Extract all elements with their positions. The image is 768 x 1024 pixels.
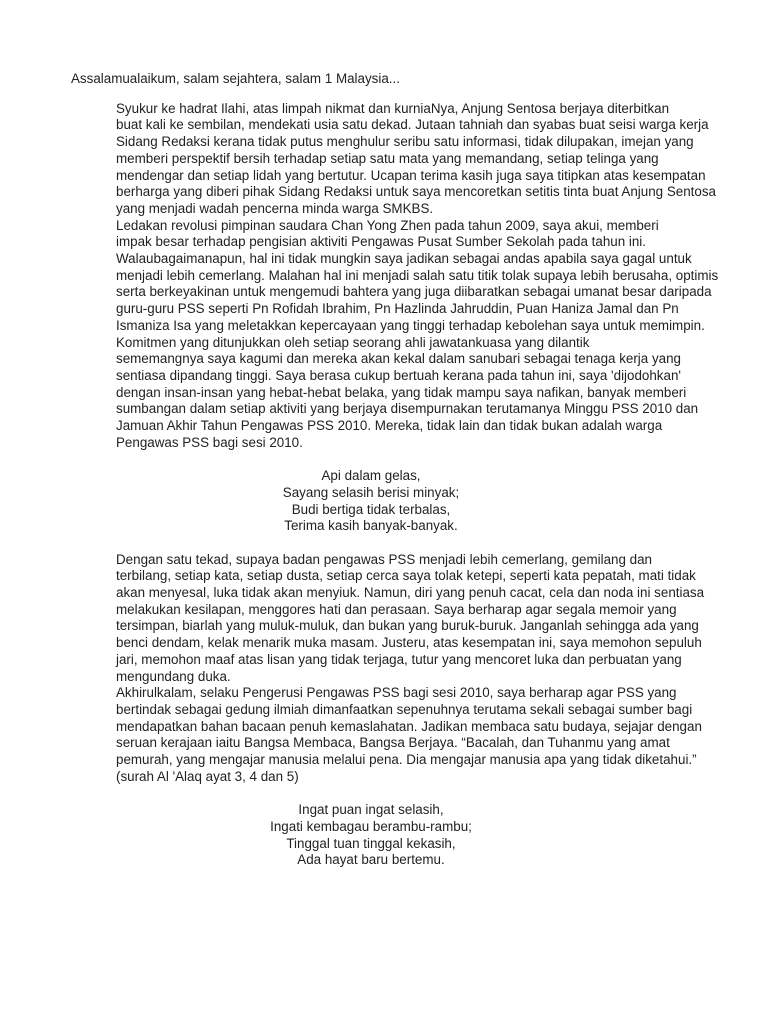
text-line: pemurah, yang mengajar manusia melalui pena. Dia mengajar manusia apa yang tidak diketahui.” (116, 752, 697, 768)
text-line: Sidang Redaksi kerana tidak putus menghulur seribu satu informasi, tidak dilupakan, imejan yang (116, 134, 694, 150)
text-line: Syukur ke hadrat Ilahi, atas limpah nikmat dan kurniaNya, Anjung Sentosa berjaya diterbitkan (116, 100, 670, 116)
text-line: sumbangan dalam setiap aktiviti yang berjaya disempurnakan terutamanya Minggu PSS 2010 dan (116, 401, 699, 417)
pantun-line: Terima kasih banyak-banyak. (284, 518, 458, 534)
text-line: dengan insan-insan yang hebat-hebat belaka, yang tidak mampu saya nafikan, banyak memberi (116, 384, 687, 400)
pantun-line: Tinggal tuan tinggal kekasih, (286, 835, 456, 851)
text-line: serta berkeyakinan untuk mengemudi bahtera yang juga diibaratkan sebagai umanat besar daripada (116, 284, 712, 300)
text-line: sememangnya saya kagumi dan mereka akan kekal dalam sanubari sebagai tenaga kerja yang (116, 351, 681, 367)
letter-body (71, 71, 719, 869)
paragraph-closing (71, 685, 703, 785)
text-line: memberi perspektif bersih terhadap setiap satu mata yang memandang, setiap telinga yang (116, 150, 659, 166)
pantun-farewell (71, 802, 671, 869)
text-line: buat kali ke sembilan, mendekati usia satu dekad. Jutaan tahniah dan syabas buat seisi warga kerja (116, 117, 709, 133)
paragraph-thanks (71, 100, 716, 218)
text-line: akan menyesal, luka tidak akan menyiuk. Namun, diri yang penuh cacat, cela dan noda ini sentiasa (116, 585, 705, 601)
text-line: Pengawas PSS bagi sesi 2010. (116, 434, 303, 450)
text-line: Ismaniza Isa yang meletakkan kepercayaan yang tinggi terhadap kebolehan saya untuk memimpin. (116, 317, 705, 333)
text-line: bertindak sebagai gedung ilmiah dimanfaatkan sepenuhnya terutama sekali sebagai sumber bagi (116, 701, 693, 717)
text-line: terbilang, setiap kata, setiap dusta, setiap cerca saya tolak ketepi, seperti kata pepatah, mati tidak (116, 568, 696, 584)
text-line: Akhirulkalam, selaku Pengerusi Pengawas PSS bagi sesi 2010, saya berharap agar PSS yang (116, 685, 677, 701)
pantun-line: Ada hayat baru bertemu. (297, 852, 445, 868)
text-line: yang menjadi wadah pencerna minda warga SMKBS. (116, 200, 434, 216)
text-line: mendengar dan setiap lidah yang bertutur. Ucapan terima kasih juga saya titipkan atas kesempatan (116, 167, 706, 183)
text-line: mendapatkan bahan bacaan penuh kemaslahatan. Jadikan membaca satu budaya, sejajar dengan (116, 718, 702, 734)
pantun-line: Ingat puan ingat selasih, (298, 802, 444, 818)
text-line: Ledakan revolusi pimpinan saudara Chan Yong Zhen pada tahun 2009, saya akui, memberi (116, 217, 659, 233)
spacer (71, 786, 703, 803)
paragraph-commitment (71, 335, 703, 452)
text-line: Walaubagaimanapun, hal ini tidak mungkin saya jadikan sebagai andas apabila saya gagal untuk (116, 251, 692, 267)
pantun-line: Sayang selasih berisi minyak; (282, 484, 460, 500)
text-line: Dengan satu tekad, supaya badan pengawas PSS menjadi lebih cemerlang, gemilang dan (116, 551, 652, 567)
text-line: seruan kerajaan iaitu Bangsa Membaca, Bangsa Berjaya. “Bacalah, dan Tuhanmu yang amat (116, 735, 670, 751)
pantun-line: Budi bertiga tidak terbalas, (291, 501, 451, 517)
paragraph-apology (71, 552, 703, 686)
pantun-thanks (71, 468, 671, 535)
text-line: benci dendam, kelak menarik muka masam. Justeru, atas kesempatan ini, saya memohon sepuluh (116, 635, 702, 651)
text-line: berharga yang diberi pihak Sidang Redaksi untuk saya mencoretkan setitis tinta buat Anjung Sentosa (116, 184, 716, 200)
pantun-line: Api dalam gelas, (321, 468, 421, 484)
paragraph-leadership (71, 217, 719, 335)
text-line: impak besar terhadap pengisian aktiviti Pengawas Pusat Sumber Sekolah pada tahun ini. (116, 234, 647, 250)
text-line: jari, memohon maaf atas lisan yang tidak terjaga, tutur yang mencoret luka dan perbuatan yang (116, 651, 682, 667)
text-line: menjadi lebih cemerlang. Malahan hal ini menjadi salah satu titik tolak supaya lebih berusaha, optimis (116, 267, 719, 283)
spacer (71, 451, 703, 468)
text-line: Jamuan Akhir Tahun Pengawas PSS 2010. Mereka, tidak lain dan tidak bukan adalah warga (116, 418, 663, 434)
text-line: (surah Al 'Alaq ayat 3, 4 dan 5) (116, 768, 299, 784)
text-line: tersimpan, biarlah yang muluk-muluk, dan bukan yang buruk-buruk. Janganlah sehingga ada yang (116, 618, 699, 634)
pantun-line: Ingati kembagau berambu-rambu; (270, 818, 472, 834)
spacer (71, 535, 703, 552)
text-line: Komitmen yang ditunjukkan oleh setiap seorang ahli jawatankuasa yang dilantik (116, 334, 590, 350)
text-line: melakukan kesilapan, menggores hati dan perasaan. Saya berharap agar segala memoir yang (116, 601, 677, 617)
text-line: guru-guru PSS seperti Pn Rofidah Ibrahim, Pn Hazlinda Jahruddin, Puan Haniza Jamal dan Pn (116, 301, 679, 317)
text-line: sentiasa dipandang tinggi. Saya berasa cukup bertuah kerana pada tahun ini, saya 'dijodohkan' (116, 367, 681, 383)
text-line: mengundang duka. (116, 668, 231, 684)
greeting-line: Assalamualaikum, salam sejahtera, salam 1 Malaysia... (71, 71, 400, 86)
